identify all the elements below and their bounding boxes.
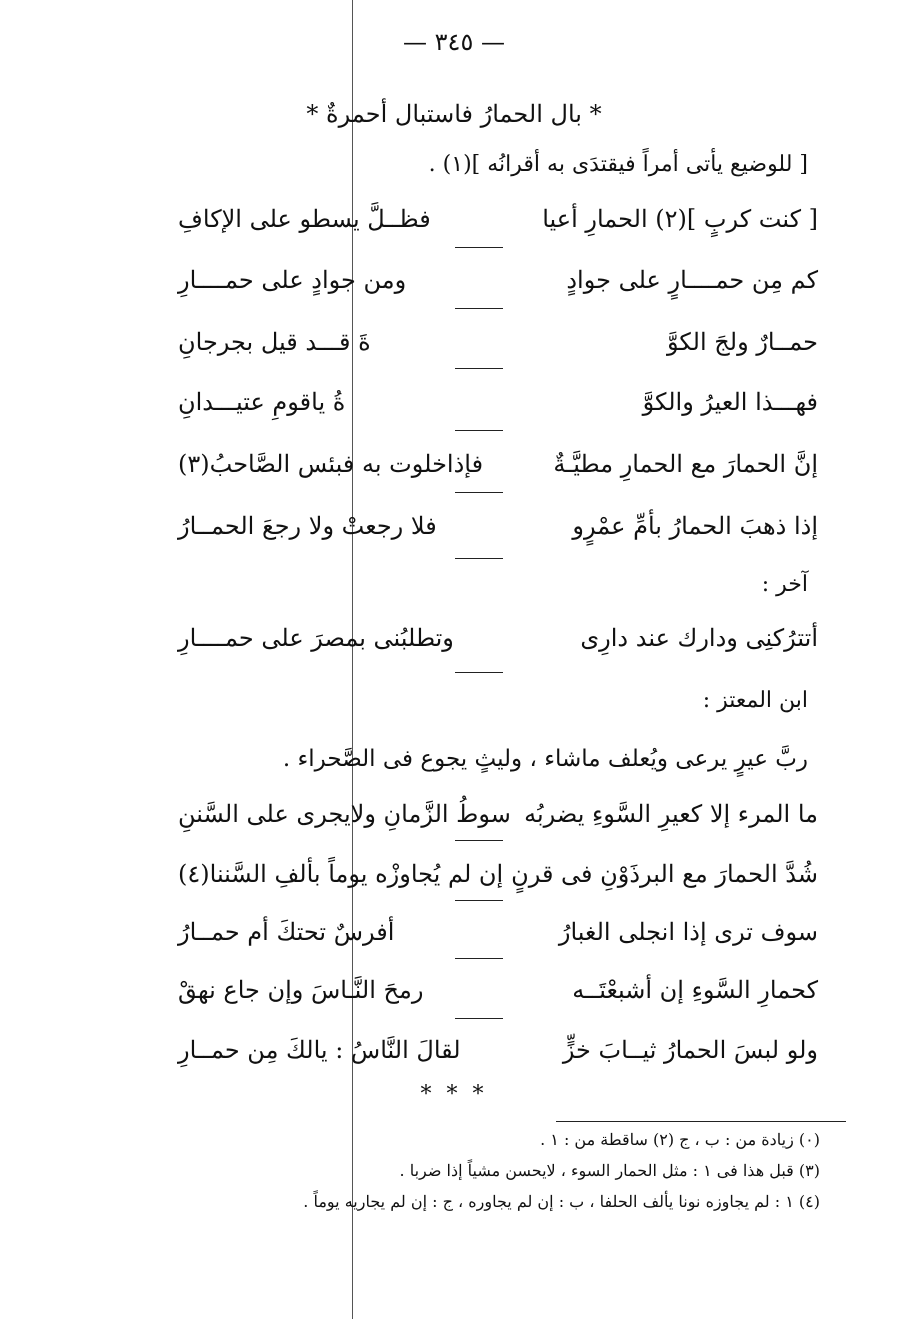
- verse-second-hemistich: وتطلبُنى بمصرَ على حمــــارِ: [178, 624, 454, 652]
- verse-separator: [455, 558, 503, 559]
- verse-second-hemistich: فظــلَّ يسطو على الإكافِ: [178, 205, 431, 233]
- verse-line: [178, 388, 818, 428]
- verse-first-hemistich: ما المرء إلا كعيرِ السَّوءِ يضربُه: [524, 800, 818, 828]
- verse-separator: [455, 492, 503, 493]
- verse-second-hemistich: فإذاخلوت به فبئس الصَّاحبُ(٣): [178, 450, 484, 478]
- section-label-ibn-almutazz: ابن المعتز :: [702, 688, 808, 713]
- verse-separator: [455, 368, 503, 369]
- footnote: (٠) زيادة من : ب ، ج (٢) ساقطة من : ١ .: [540, 1130, 820, 1149]
- verse-separator: [455, 958, 503, 959]
- footnote: (٣) قبل هذا فى ١ : مثل الحمار السوء ، لايحسن مشياً إذا ضربا .: [399, 1161, 820, 1180]
- verse-line: [178, 800, 818, 840]
- verse-first-hemistich: سوف ترى إذا انجلى الغبارُ: [558, 918, 818, 946]
- verse-second-hemistich: ةَ قـــد قيل بجرجانِ: [178, 328, 371, 356]
- verse-first-hemistich: إنَّ الحمارَ مع الحمارِ مطيَّـةٌ: [553, 450, 818, 478]
- verse-second-hemistich: رمحَ النَّـاسَ وإن جاع نهقْ: [178, 976, 424, 1004]
- verse-first-hemistich: [ كنت كربٍ ](٢) الحمارِ أعيا: [542, 205, 818, 233]
- verse-line: [178, 918, 818, 958]
- verse-line: [178, 1036, 818, 1076]
- footnote-rule: [556, 1121, 846, 1122]
- verse-first-hemistich: إذا ذهبَ الحمارُ بأمِّ عمْرٍو: [572, 512, 818, 540]
- section-label-akhar: آخر :: [761, 572, 808, 597]
- verse-first-hemistich: فهـــذا العيرُ والكوَّ: [642, 388, 818, 416]
- verse-line: [178, 266, 818, 306]
- verse-first-hemistich: كم مِن حمــــارٍ على جوادٍ: [566, 266, 818, 294]
- page-number: — ٣٤٥ —: [403, 28, 505, 56]
- verse-second-hemistich: أفرسٌ تحتكَ أم حمــارُ: [178, 918, 395, 946]
- verse-separator: [455, 672, 503, 673]
- verse-second-hemistich: ةُ ياقومِ عتيـــدانِ: [178, 388, 346, 416]
- verse-second-hemistich: فلا رجعتْ ولا رجعَ الحمــارُ: [178, 512, 437, 540]
- verse-second-hemistich: إن لم يُجاوزْه يوماً بألفِ السَّننا(٤): [178, 860, 504, 888]
- verse-first-hemistich: حمــارٌ ولجَ الكوَّ: [667, 328, 818, 356]
- verse-line: [178, 860, 818, 900]
- footnote: (٤) ١ : لم يجاوزه نونا يألف الحلفا ، ب : إن لم يجاوره ، ج : إن لم يجاريه يوماً .: [303, 1192, 820, 1211]
- verse-line: [178, 624, 818, 664]
- section-end-stars: * * *: [420, 1082, 488, 1107]
- verse-first-hemistich: شُدَّ الحمارَ مع البرذَوْنِ فى قرنٍ: [511, 860, 818, 888]
- verse-separator: [455, 900, 503, 901]
- verse-separator: [455, 430, 503, 431]
- verse-separator: [455, 308, 503, 309]
- verse-first-hemistich: كحمارِ السَّوءِ إن أشبعْتَــه: [572, 976, 818, 1004]
- verse-line: [178, 450, 818, 490]
- verse-separator: [455, 247, 503, 248]
- verse-second-hemistich: سوطُ الزَّمانِ ولايجرى على السَّننِ: [178, 800, 511, 828]
- verse-line: [178, 328, 818, 368]
- verse-first-hemistich: أتترُكنِى ودارك عند دارِى: [580, 624, 818, 652]
- intro-line: [ للوضيع يأتى أمراً فيقتدَى به أقرانُه ](١) .: [428, 152, 808, 177]
- verse-second-hemistich: ومن جوادٍ على حمــــارِ: [178, 266, 407, 294]
- chapter-heading: * بال الحمارُ فاستبال أحمرةٌ *: [306, 100, 602, 128]
- verse-separator: [455, 840, 503, 841]
- verse-line: [178, 205, 818, 245]
- verse-separator: [455, 1018, 503, 1019]
- verse-line: [178, 976, 818, 1016]
- prose-line: ربَّ عيرٍ يرعى ويُعلف ماشاء ، وليثٍ يجوع فى الصَّحراء .: [282, 746, 808, 772]
- verse-second-hemistich: لقالَ النَّاسُ : يالكَ مِن حمــارِ: [178, 1036, 461, 1064]
- verse-first-hemistich: ولو لبسَ الحمارُ ثيــابَ خزٍّ: [562, 1036, 818, 1064]
- verse-line: [178, 512, 818, 552]
